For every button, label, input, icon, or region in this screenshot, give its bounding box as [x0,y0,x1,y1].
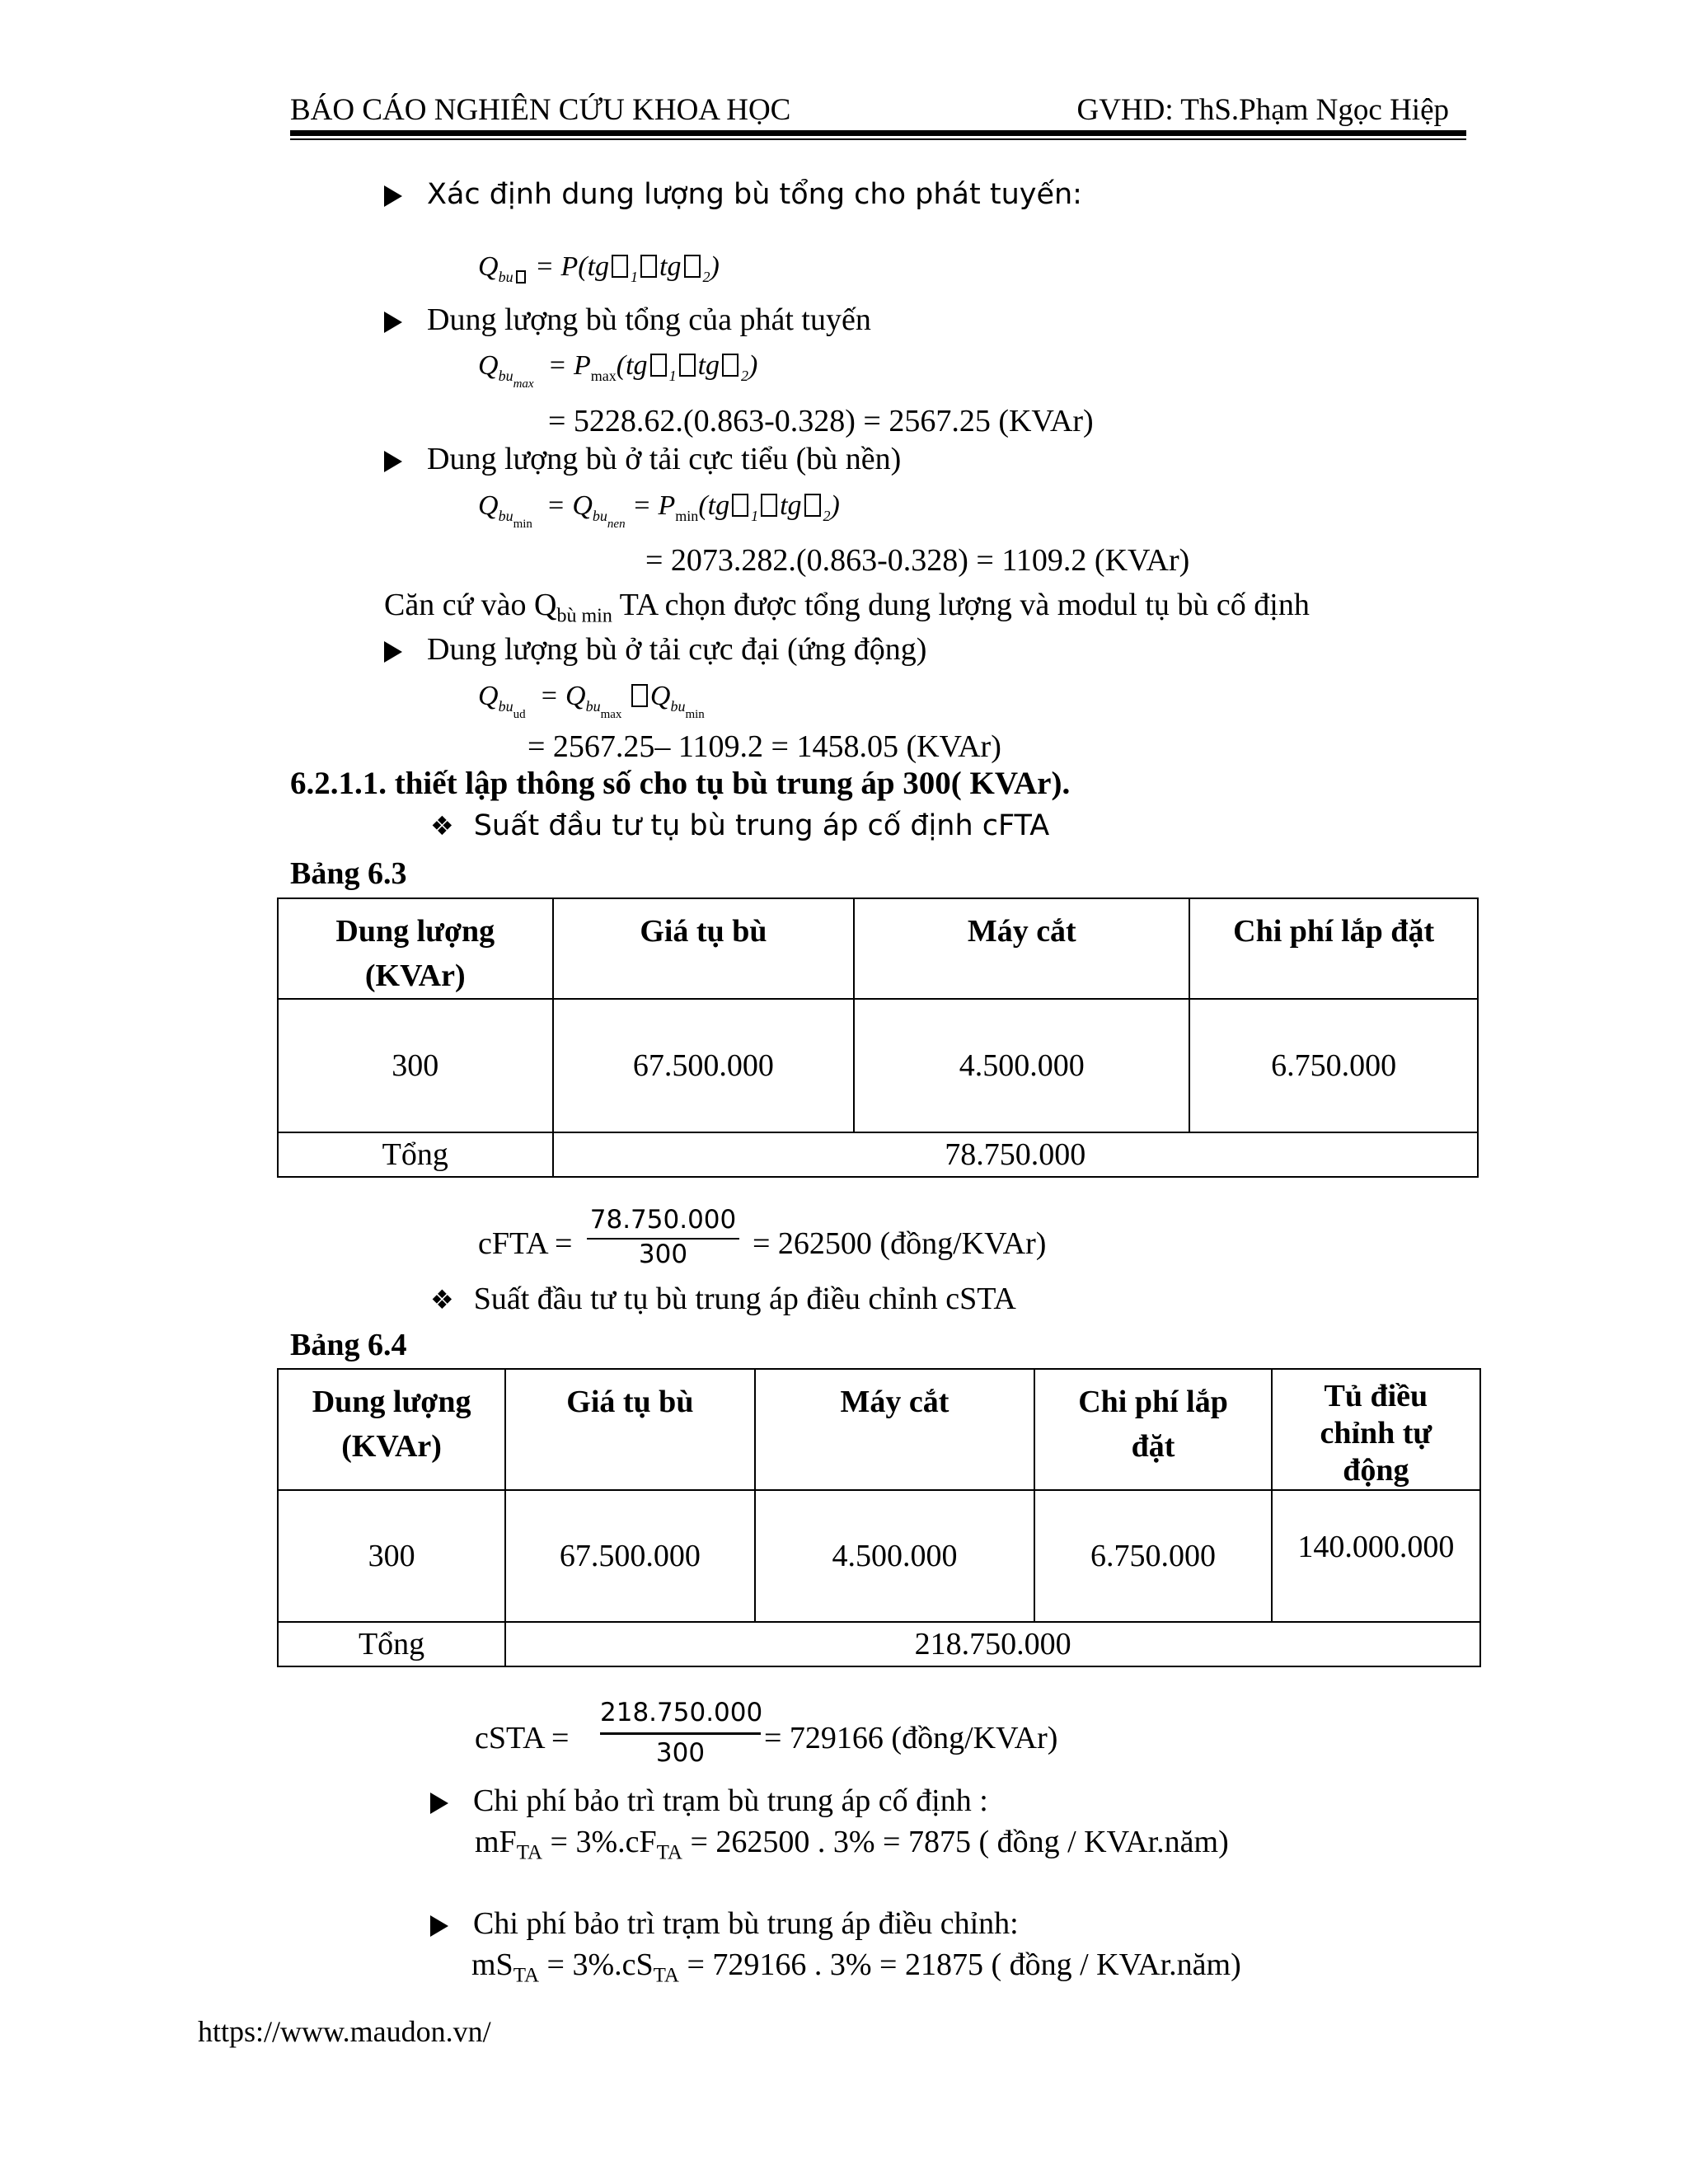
paragraph-based-on: Căn cứ vào $Q_{bù min}$ TA chọn được tổng dung lượng và modul tụ bù cố định [384,588,1310,627]
table64-total-value: 218.750.000 [505,1622,1480,1666]
table64-header-capacity: Dung lượng (KVAr) [278,1369,505,1490]
section-title: 6.2.1.1. thiết lập thông số cho tụ bù trung áp 300( KVAr). [290,766,1071,801]
bullet-maint-fixed: Chi phí bảo trì trạm bù trung áp cố định : [430,1783,988,1819]
arrow-bullet-icon [430,1915,448,1937]
table63-header-capacity: Dung lượng (KVAr) [278,898,553,999]
maint-adjustable-formula: $mS_{TA} = 3\%.cS_{TA} = 729166$ . 3% = 21875 ( đồng / KVAr.năm) [471,1947,1241,1987]
eq-csta-fraction [600,1698,761,1768]
bullet-maint-adjustable: Chi phí bảo trì trạm bù trung áp điều chỉnh: [430,1905,1019,1942]
eq-cfta-lhs: cFTA = [478,1226,573,1261]
arrow-bullet-icon [384,451,402,472]
result-qbu-max: = 5228.62.(0.863-0.328) = 2567.25 (KVAr) [548,404,1094,438]
eq-cfta-numerator: 78.750.000 [587,1205,739,1240]
diamond-bullet-icon: ❖ [430,810,454,841]
table64-header-install: Chi phí lắp đặt [1034,1369,1271,1490]
table63-cell: 67.500.000 [553,999,855,1132]
table64-cell: 300 [278,1490,505,1622]
formula-qbu: $Q_{bu} = P(tg$ $_1$ tg $_2$) [478,251,720,285]
result-qbu-min: = 2073.282.(0.863-0.328) = 1109.2 (KVAr) [645,543,1190,578]
table64-cell: 67.500.000 [505,1490,754,1622]
bullet-total-feeder: Dung lượng bù tổng của phát tuyến [384,302,871,338]
eq-csta-denominator: 300 [655,1738,706,1768]
table64-header-breaker: Máy cắt [755,1369,1035,1490]
arrow-bullet-icon [384,641,402,663]
eq-csta-lhs: cSTA = [475,1721,570,1755]
table64-caption: Bảng 6.4 [290,1328,407,1362]
arrow-bullet-icon [384,185,402,207]
result-qbu-ud: = 2567.25– 1109.2 = 1458.05 (KVAr) [528,729,1001,764]
bullet-min-load: Dung lượng bù ở tải cực tiểu (bù nền) [384,441,901,477]
table64-cell: 6.750.000 [1034,1490,1271,1622]
table63-header-breaker: Máy cắt [854,898,1189,999]
footer-url[interactable]: https://www.maudon.vn/ [198,2015,491,2048]
formula-qbu-ud: $Q_{bu_{ud}} = Q_{bu_{max}}$ $Q_{bu_{min}}$ [478,681,705,721]
maint-fixed-formula: $mF_{TA} = 3\%.cF_{TA} = 262500$ . 3% = 7875 ( đồng / KVAr.năm) [475,1825,1229,1864]
table64-total-label: Tổng [278,1622,505,1666]
table63-cell: 6.750.000 [1189,999,1478,1132]
eq-cfta-fraction [587,1205,739,1269]
table64-header-price: Giá tụ bù [505,1369,754,1490]
formula-qbu-max: $Q_{bu_{max}} = P_{max}(tg$ $_1$ tg $_2$) [478,350,758,391]
table-6-4 [277,1368,1481,1667]
arrow-bullet-icon [430,1793,448,1814]
formula-qbu-min: $Q_{bu_{min}} = Q_{bu_{nen}} = P_{min}(tg$ $_1$ tg $_2$) [478,490,840,531]
header-advisor: GVHD: ThS.Phạm Ngọc Hiệp [1076,93,1449,127]
table63-cell: 4.500.000 [854,999,1189,1132]
table63-header-price: Giá tụ bù [553,898,855,999]
eq-csta-rhs: = 729166 (đồng/KVAr) [764,1721,1058,1755]
table63-cell: 300 [278,999,553,1132]
arrow-bullet-icon [384,312,402,333]
diamond-item-cfta: ❖ Suất đầu tư tụ bù trung áp cố định cFTA [430,809,1050,842]
table64-header-auto-cabinet: Tủ điều chỉnh tự động [1272,1369,1480,1490]
header-rule-thick [290,130,1466,136]
table64-cell: 140.000.000 [1272,1490,1480,1622]
bullet-max-load: Dung lượng bù ở tải cực đại (ứng động) [384,631,926,668]
eq-cfta-denominator: 300 [638,1240,688,1269]
table64-cell: 4.500.000 [755,1490,1035,1622]
header-title: BÁO CÁO NGHIÊN CỨU KHOA HỌC [290,93,791,127]
table63-total-label: Tổng [278,1132,553,1177]
bullet-total-compensation: Xác định dung lượng bù tổng cho phát tuyến: [384,178,1082,211]
table63-caption: Bảng 6.3 [290,856,407,891]
eq-cfta-rhs: = 262500 (đồng/KVAr) [753,1226,1047,1261]
eq-csta-numerator: 218.750.000 [600,1698,761,1735]
table63-header-install: Chi phí lắp đặt [1189,898,1478,999]
header-rule-thin [290,138,1466,140]
table-6-3 [277,898,1479,1178]
diamond-item-csta: ❖ Suất đầu tư tụ bù trung áp điều chỉnh cSTA [430,1282,1016,1316]
table63-total-value: 78.750.000 [553,1132,1478,1177]
diamond-bullet-icon: ❖ [430,1285,454,1315]
